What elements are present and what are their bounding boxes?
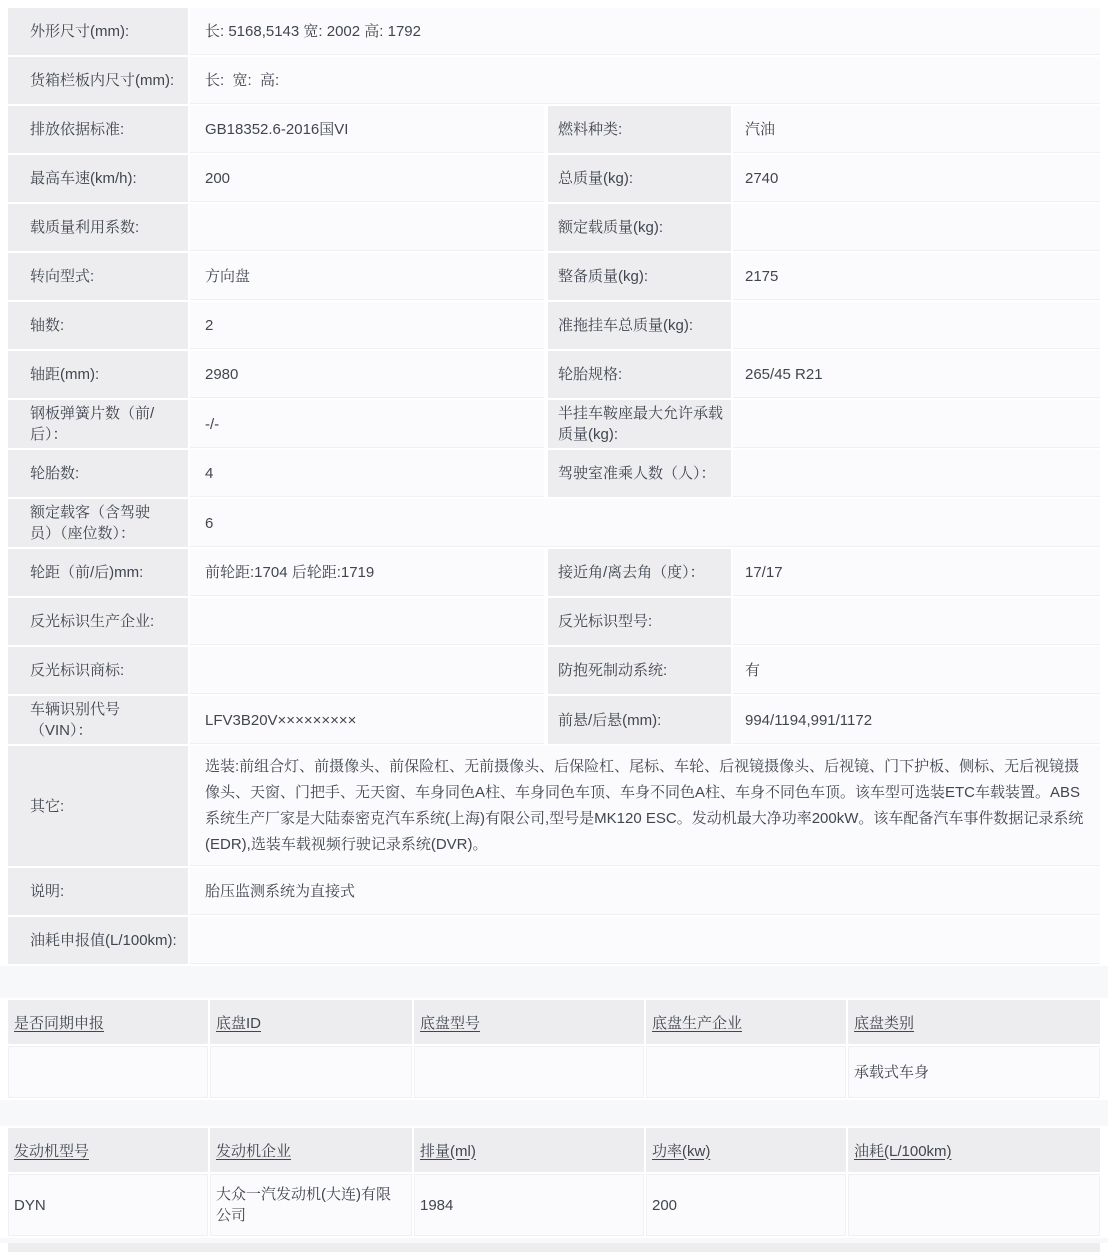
spec-label: 额定载质量(kg):	[546, 204, 731, 251]
engine-column-header-label: 功率(kw)	[652, 1142, 711, 1160]
spec-value: 265/45 R21	[733, 351, 1100, 398]
chassis-column-header[interactable]	[646, 1000, 846, 1044]
spec-row	[8, 746, 1100, 866]
spec-value	[190, 204, 544, 251]
spec-label: 准拖挂车总质量(kg):	[546, 302, 731, 349]
spec-value	[733, 450, 1100, 497]
chassis-column-header-label: 底盘生产企业	[652, 1014, 743, 1032]
spec-label: 总质量(kg):	[546, 155, 731, 202]
spec-value: LFV3B20V×××××××××	[190, 696, 544, 744]
engine-table	[6, 1126, 1102, 1238]
spec-value: 长: 5168,5143 宽: 2002 高: 1792	[190, 8, 1100, 55]
spec-row	[8, 57, 1100, 104]
engine-column-header-label: 油耗(L/100km)	[854, 1142, 952, 1160]
engine-cell: 200	[646, 1174, 846, 1236]
chassis-cell	[8, 1046, 208, 1098]
spec-label: 最高车速(km/h):	[8, 155, 188, 202]
spec-value: -/-	[190, 400, 544, 448]
spec-label: 轮距（前/后)mm:	[8, 549, 188, 596]
spec-row	[8, 598, 1100, 645]
spec-label: 防抱死制动系统:	[546, 647, 731, 694]
chassis-header-row	[8, 1000, 1100, 1044]
chassis-column-header[interactable]	[8, 1000, 208, 1044]
spec-value: 方向盘	[190, 253, 544, 300]
chassis-column-header-label: 底盘型号	[420, 1014, 481, 1032]
spec-label: 反光标识生产企业:	[8, 598, 188, 645]
spec-row	[8, 204, 1100, 251]
spec-value: 2	[190, 302, 544, 349]
spec-label: 说明:	[8, 868, 188, 915]
spec-label: 反光标识商标:	[8, 647, 188, 694]
spec-label: 转向型式:	[8, 253, 188, 300]
spec-row	[8, 400, 1100, 448]
spec-label: 额定载客（含驾驶员）（座位数）：	[8, 499, 188, 547]
engine-column-header[interactable]	[848, 1128, 1100, 1172]
spec-row	[8, 450, 1100, 497]
vehicle-spec-table	[6, 6, 1102, 966]
spec-label: 整备质量(kg):	[546, 253, 731, 300]
spec-row	[8, 917, 1100, 964]
spec-value: 17/17	[733, 549, 1100, 596]
spec-value	[190, 647, 544, 694]
engine-column-header-label: 发动机型号	[14, 1142, 90, 1160]
section-gap	[0, 1100, 1108, 1126]
spec-value: 4	[190, 450, 544, 497]
spec-label: 轮胎规格:	[546, 351, 731, 398]
chassis-column-header-label: 是否同期申报	[14, 1014, 105, 1032]
spec-value	[733, 598, 1100, 645]
spec-label: 外形尺寸(mm):	[8, 8, 188, 55]
chassis-column-header[interactable]	[414, 1000, 644, 1044]
spec-row	[8, 549, 1100, 596]
engine-column-header[interactable]	[646, 1128, 846, 1172]
spec-label: 载质量利用系数:	[8, 204, 188, 251]
chassis-column-header-label: 底盘类别	[854, 1014, 915, 1032]
engine-data-row	[8, 1174, 1100, 1236]
spec-value: 选装:前组合灯、前摄像头、前保险杠、无前摄像头、后保险杠、尾标、车轮、后视镜摄像头、后视镜、门下护板、侧标、无后视镜摄像头、天窗、门把手、无天窗、车身同色A柱、车身同色车顶、车身不同色A柱、车身不同色车顶。该车型可选装ETC车载装置。ABS系统生产厂家是大陆泰密克汽车系统(上海)有限公司,型号是MK120 ESC。发动机最大净功率200kW。该车配备汽车事件数据记录系统(EDR),选装车载视频行驶记录系统(DVR)。	[190, 746, 1100, 866]
spec-label: 接近角/离去角（度）：	[546, 549, 731, 596]
spec-value: 994/1194,991/1172	[733, 696, 1100, 744]
engine-column-header-label: 排量(ml)	[420, 1142, 476, 1160]
spec-value	[190, 598, 544, 645]
engine-header-row	[8, 1128, 1100, 1172]
spec-label: 其它:	[8, 746, 188, 866]
chassis-cell	[210, 1046, 412, 1098]
spec-value: 胎压监测系统为直接式	[190, 868, 1100, 915]
spec-value	[733, 204, 1100, 251]
spec-label: 车辆识别代号（VIN）：	[8, 696, 188, 744]
engine-column-header-label: 发动机企业	[216, 1142, 292, 1160]
spec-value	[190, 917, 1100, 964]
chassis-column-header-label: 底盘ID	[216, 1014, 262, 1032]
spec-value: 2175	[733, 253, 1100, 300]
engine-column-header[interactable]	[8, 1128, 208, 1172]
spec-row	[8, 106, 1100, 153]
chassis-data-row	[8, 1046, 1100, 1098]
spec-row	[8, 647, 1100, 694]
spec-value: 2740	[733, 155, 1100, 202]
chassis-table	[6, 998, 1102, 1100]
spec-label: 半挂车鞍座最大允许承载质量(kg):	[546, 400, 731, 448]
spec-label: 反光标识型号:	[546, 598, 731, 645]
spec-row	[8, 253, 1100, 300]
chassis-cell	[646, 1046, 846, 1098]
spec-label: 钢板弹簧片数（前/后）：	[8, 400, 188, 448]
spec-value: 长: 宽: 高:	[190, 57, 1100, 104]
spec-label: 轴数:	[8, 302, 188, 349]
spec-row	[8, 499, 1100, 547]
spec-row	[8, 696, 1100, 744]
spec-value	[733, 302, 1100, 349]
spec-value: 汽油	[733, 106, 1100, 153]
engine-column-header[interactable]	[414, 1128, 644, 1172]
spec-row	[8, 302, 1100, 349]
next-table-strip	[8, 1243, 1100, 1252]
engine-cell	[848, 1174, 1100, 1236]
spec-label: 燃料种类:	[546, 106, 731, 153]
spec-label: 轴距(mm):	[8, 351, 188, 398]
chassis-cell	[414, 1046, 644, 1098]
spec-value: 200	[190, 155, 544, 202]
spec-value: 6	[190, 499, 1100, 547]
spec-value: 2980	[190, 351, 544, 398]
spec-label: 轮胎数:	[8, 450, 188, 497]
engine-column-header[interactable]	[210, 1128, 412, 1172]
chassis-cell: 承载式车身	[848, 1046, 1100, 1098]
spec-row	[8, 155, 1100, 202]
engine-cell: 大众一汽发动机(大连)有限公司	[210, 1174, 412, 1236]
chassis-column-header[interactable]	[210, 1000, 412, 1044]
spec-label: 前悬/后悬(mm):	[546, 696, 731, 744]
spec-value: 前轮距:1704 后轮距:1719	[190, 549, 544, 596]
engine-cell: DYN	[8, 1174, 208, 1236]
spec-row	[8, 8, 1100, 55]
spec-value	[733, 400, 1100, 448]
spec-label: 货箱栏板内尺寸(mm):	[8, 57, 188, 104]
spec-row	[8, 868, 1100, 915]
spec-label: 排放依据标准:	[8, 106, 188, 153]
engine-cell: 1984	[414, 1174, 644, 1236]
section-gap	[0, 966, 1108, 998]
spec-row	[8, 351, 1100, 398]
spec-value: 有	[733, 647, 1100, 694]
spec-value: GB18352.6-2016国VI	[190, 106, 544, 153]
spec-label: 油耗申报值(L/100km):	[8, 917, 188, 964]
spec-label: 驾驶室准乘人数（人）：	[546, 450, 731, 497]
chassis-column-header[interactable]	[848, 1000, 1100, 1044]
